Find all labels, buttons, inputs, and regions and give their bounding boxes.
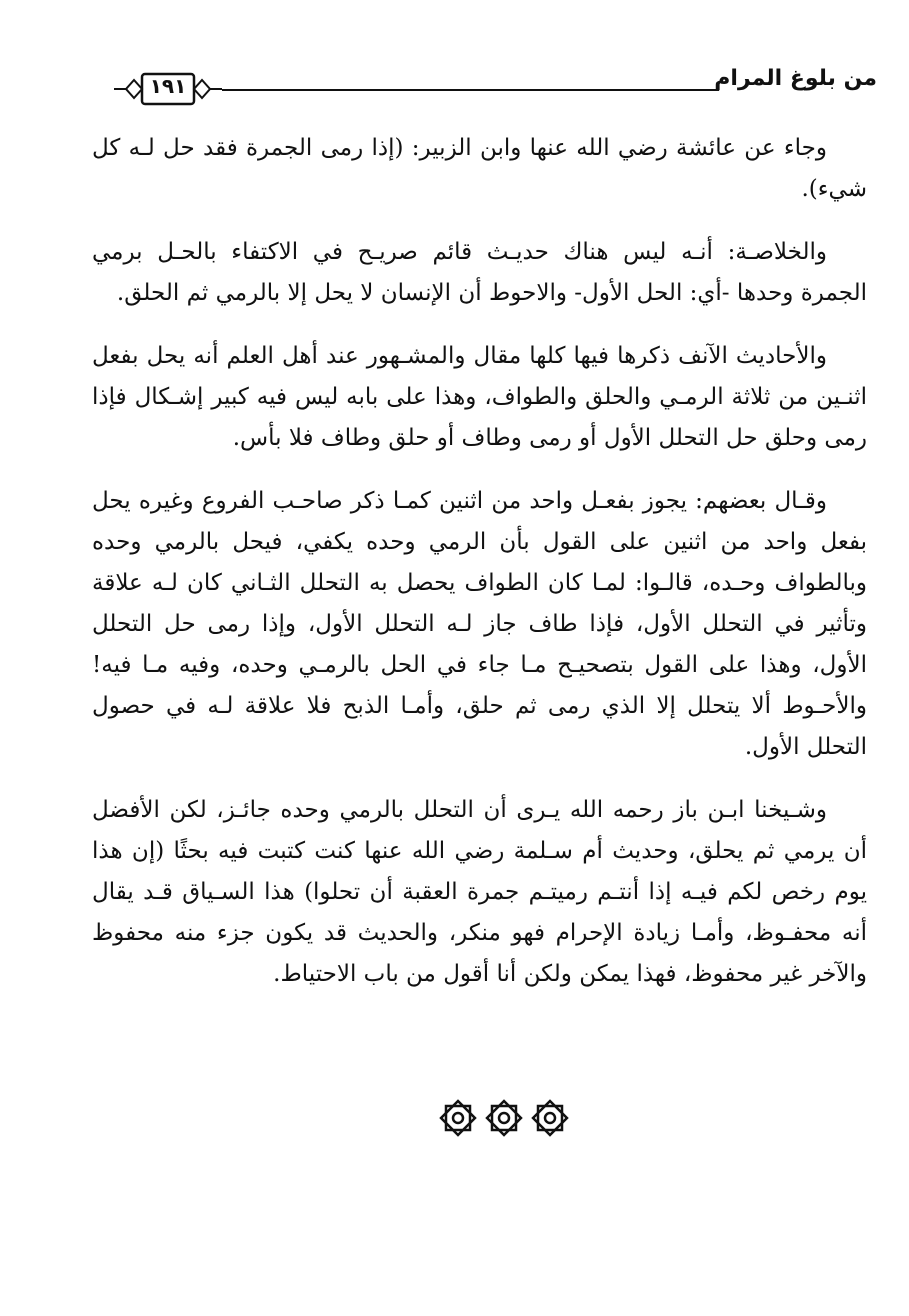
paragraph-3: والأحاديث الآنف ذكرها فيها كلها مقال والمشـهور عند أهل العلم أنه يحل بفعل اثنـين من ثلاثة الرمـي والحلق والطواف، وهذا على بابه ليس فيه كبير إشـكال فإذا رمى وحلق حل التحلل الأول أو رمى وطاف أو حلق وطاف فلا بأس. [92,343,867,451]
section-end-ornaments [436,1096,572,1140]
page-number: ١٩١ [149,74,187,98]
body-text [92,128,867,1017]
paragraph-5: وشـيخنا ابـن باز رحمه الله يـرى أن التحلل بالرمي وحده جائـز، لكن الأفضل أن يرمي ثم يحلق، وحديث أم سـلمة رضي الله عنها كنت كتبت فيه بحثًا (إن هذا يوم رخص لكم فيـه إذا أنتـم رميتـم جمرة العقبة أن تحلوا) هذا السـياق قـد يقال أنه محفـوظ، وأمـا زيادة الإحرام فهو منكر، والحديث قد يكون جزء منه محفوظ والآخر غير محفوظ، فهذا يمكن ولكن أنا أقول من باب الاحتياط. [92,797,867,987]
paragraph-2: والخلاصـة: أنـه ليس هناك حديـث قائم صريـح في الاكتفاء بالحـل برمي الجمرة وحدها -أي: الحل الأول- والاحوط أن الإنسان لا يحل إلا بالرمي ثم الحلق. [92,239,867,306]
paragraph-4: وقـال بعضهم: يجوز بفعـل واحد من اثنين كمـا ذكر صاحـب الفروع وغيره يحل بفعل واحد من اثنين على القول بأن الرمي وحده يكفي، فيحل بالرمي وحده وبالطواف وحـده، قالـوا: لمـا كان الطواف يحصل به التحلل الثـاني كان لـه علاقة وتأثير في التحلل الأول، فإذا طاف جاز لـه التحلل الأول، وإذا رمى حل التحلل الأول، وهذا على القول بتصحيـح مـا جاء في الحل بالرمـي وحده، وفيه مـا فيه! والأحـوط ألا يتحلل إلا الذي رمى ثم حلق، وأمـا الذبح فلا علاقة لـه في حصول التحلل الأول. [92,488,867,760]
page-number-frame [112,68,224,110]
paragraph-1: وجاء عن عائشة رضي الله عنها وابن الزبير: (إذا رمى الجمرة فقد حل لـه كل شيء). [92,135,867,202]
star-ornament-icon [436,1096,572,1140]
running-title: من بلوغ المرام [714,66,877,91]
page-header [112,62,877,112]
header-rule [222,89,719,91]
